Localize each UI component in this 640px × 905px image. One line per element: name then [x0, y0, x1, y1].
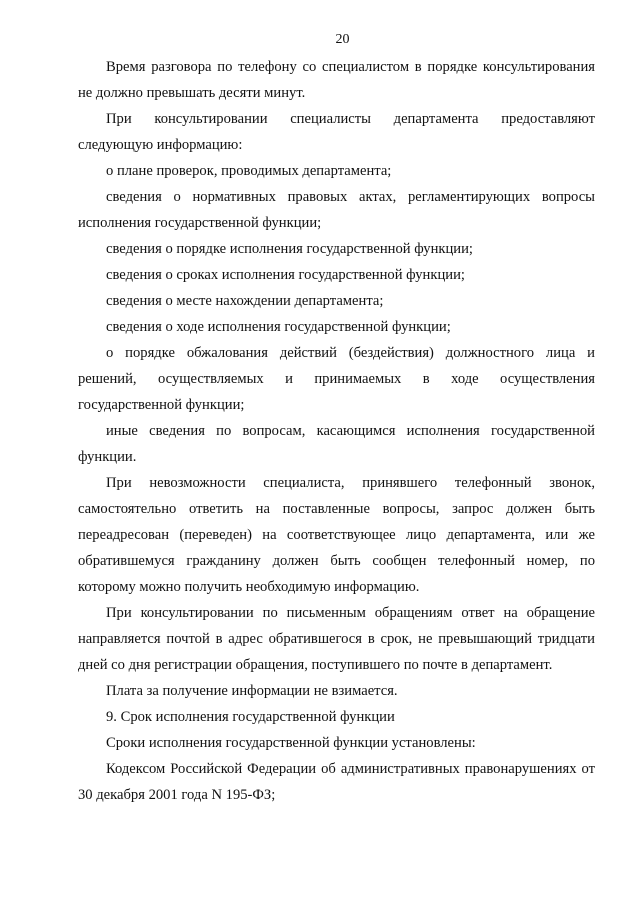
paragraph-free-of-charge: Плата за получение информации не взимается.: [106, 683, 398, 699]
page-number: 20: [335, 32, 350, 47]
paragraph-appeal: о порядке обжалования действий (бездействия) должностного лица и решений, осуществляемых и принимаемых в ходе осуществления государственной функции;: [78, 345, 595, 413]
paragraph-written-requests: При консультировании по письменным обращениям ответ на обращение направляется почтой в адрес обратившегося в срок, не превышающий тридцати дней со дня регистрации обращения, поступившего по почте в департамент.: [78, 605, 595, 673]
section-heading: 9. Срок исполнения государственной функции: [106, 709, 395, 725]
paragraph-progress: сведения о ходе исполнения государственной функции;: [106, 319, 451, 335]
paragraph-legal-acts: сведения о нормативных правовых актах, регламентирующих вопросы исполнения государственной функции;: [78, 189, 595, 231]
paragraph-other-info: иные сведения по вопросам, касающимся исполнения государственной функции.: [78, 423, 595, 465]
paragraph-procedure: сведения о порядке исполнения государственной функции;: [106, 241, 473, 257]
paragraph-inspection-plan: о плане проверок, проводимых департамента;: [106, 163, 392, 179]
paragraph-redirect: При невозможности специалиста, принявшего телефонный звонок, самостоятельно ответить на поставленные вопросы, запрос должен быть переадресован (переведен) на соответствующее лицо департамента, или же обратившемуся гражданину должен быть сообщен телефонный номер, по которому можно получить необходимую информацию.: [78, 475, 595, 595]
paragraph-call-duration: Время разговора по телефону со специалистом в порядке консультирования не должно превышать десяти минут.: [78, 59, 595, 101]
paragraph-code-reference: Кодексом Российской Федерации об административных правонарушениях от 30 декабря 2001 года N 195-ФЗ;: [78, 761, 595, 803]
paragraph-location: сведения о месте нахождении департамента;: [106, 293, 384, 309]
paragraph-terms-established: Сроки исполнения государственной функции установлены:: [106, 735, 476, 751]
paragraph-deadlines: сведения о сроках исполнения государственной функции;: [106, 267, 465, 283]
paragraph-consultation-info: При консультировании специалисты департамента предоставляют следующую информацию:: [78, 111, 595, 153]
